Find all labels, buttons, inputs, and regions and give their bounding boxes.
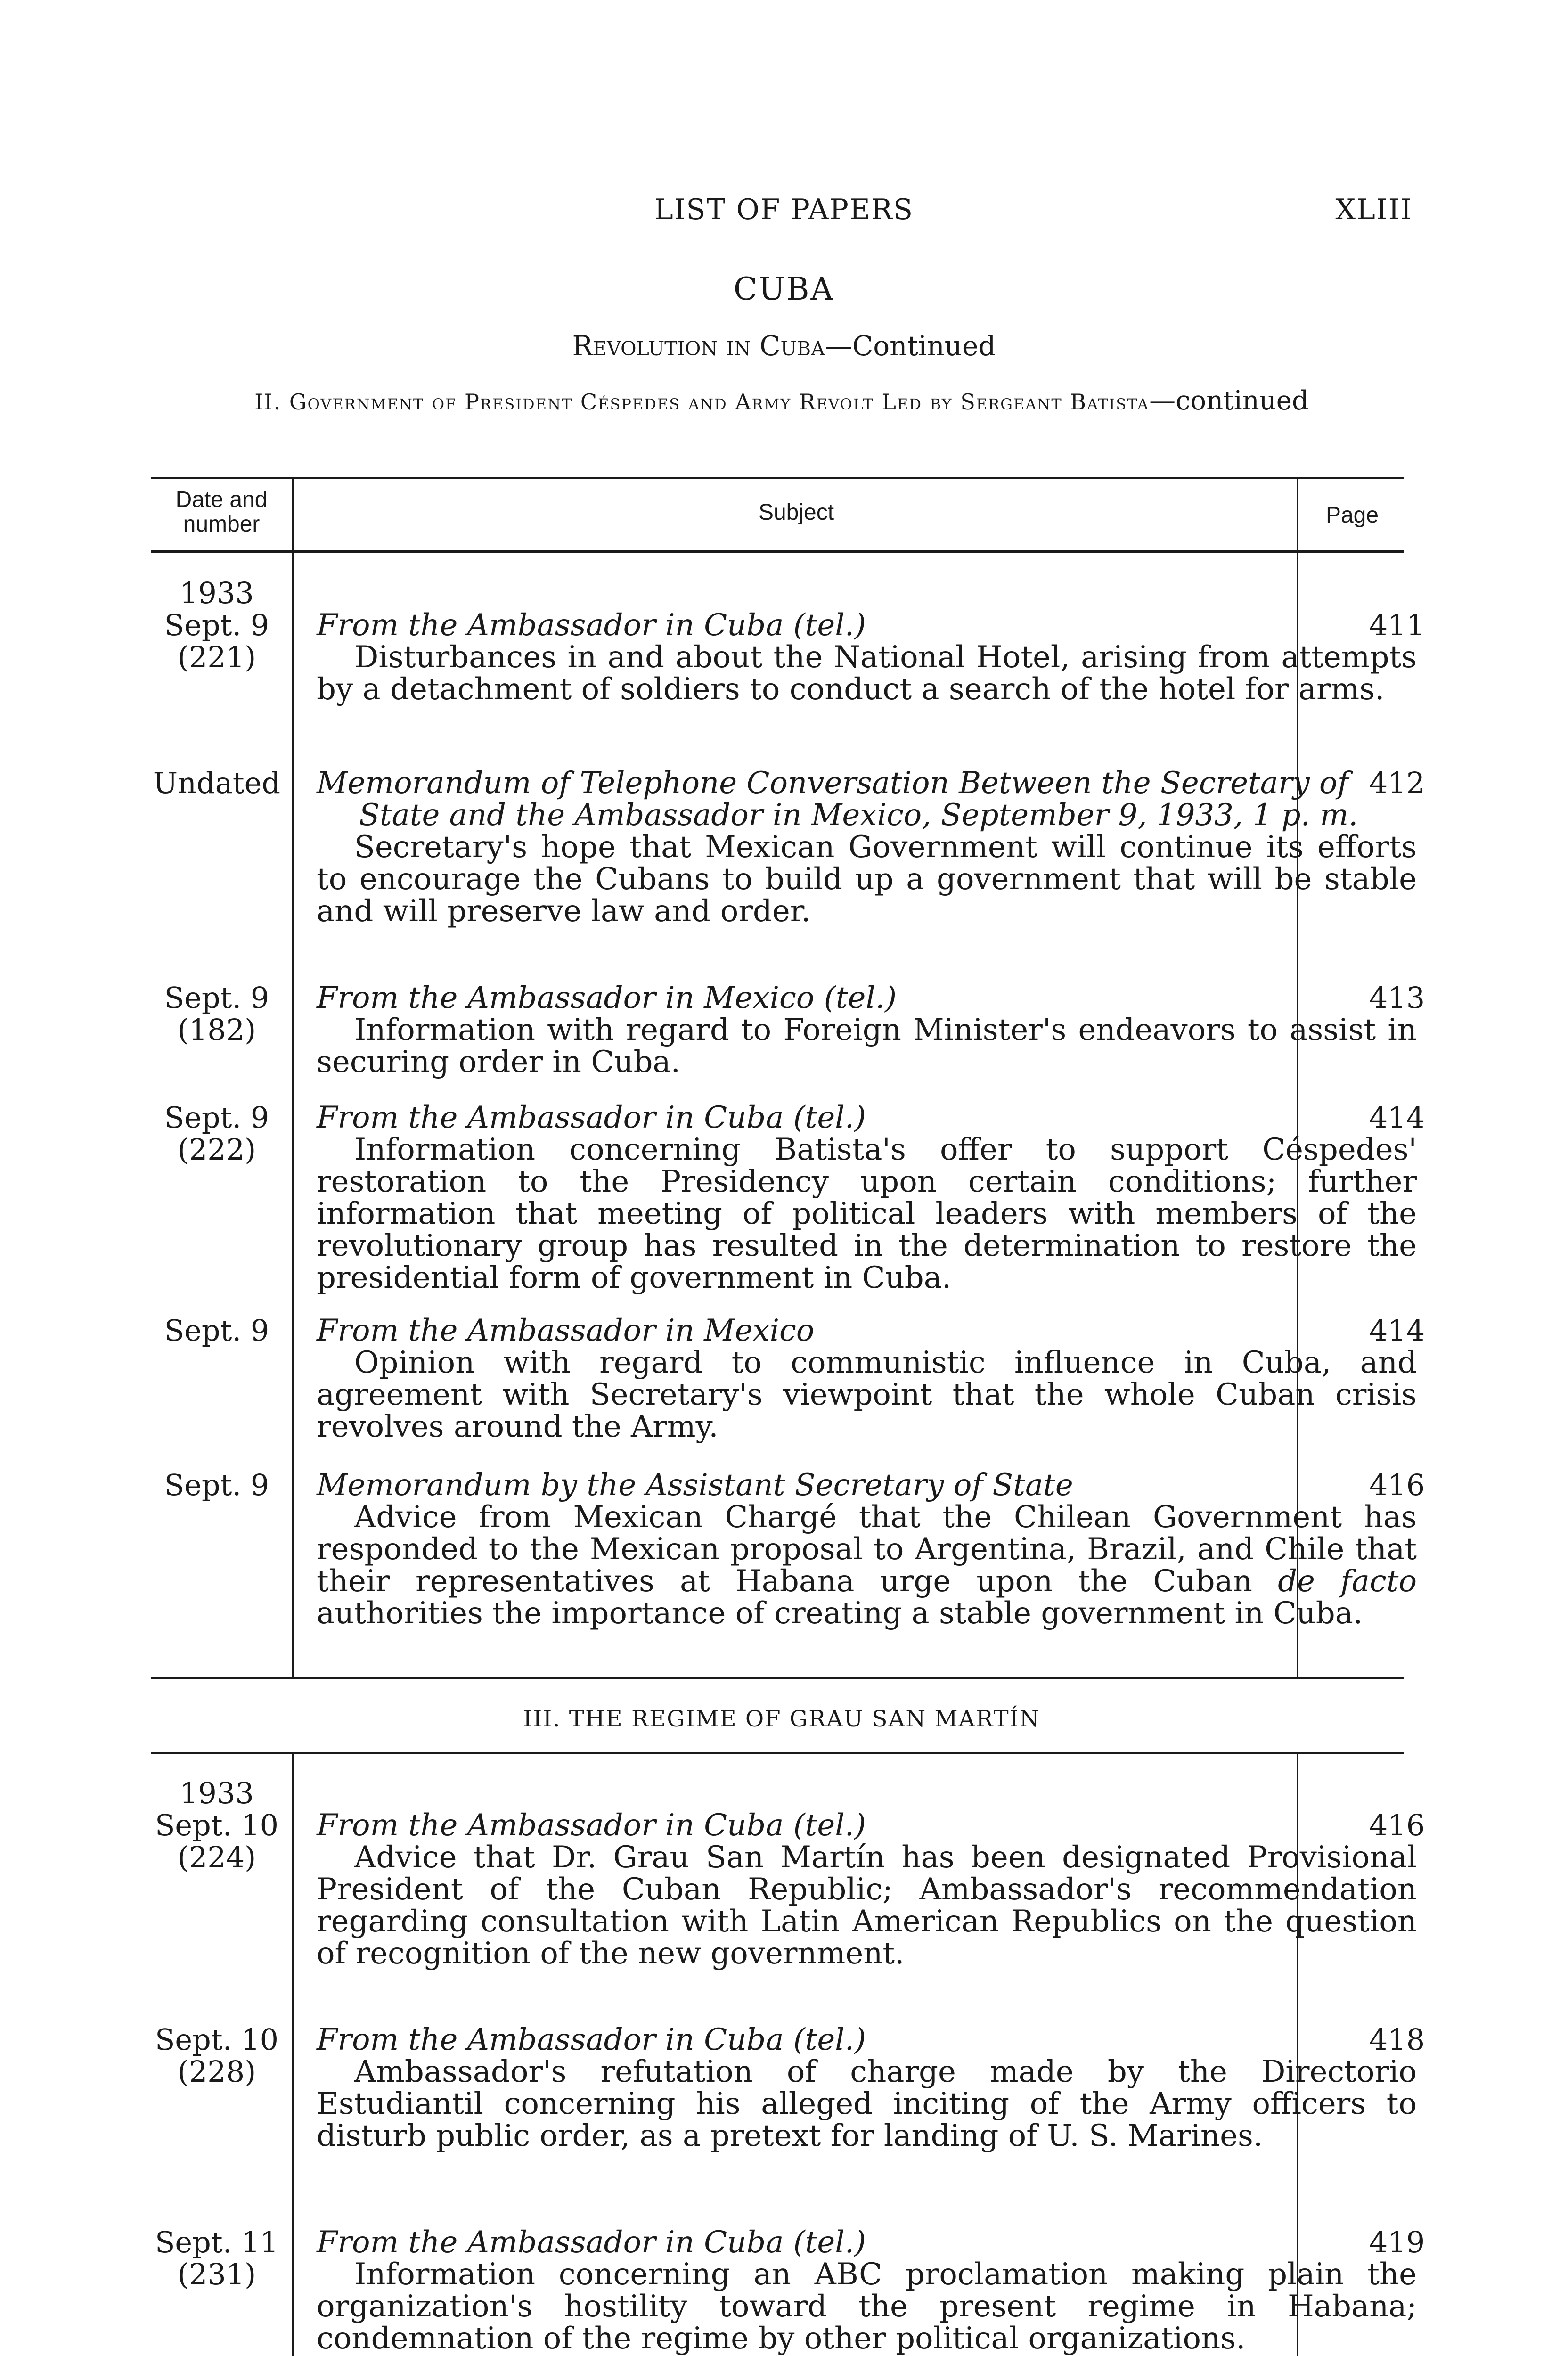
entry-description: Information with regard to Foreign Minister's endeavors to assist in securing order in Cuba. xyxy=(317,1013,1417,1080)
entry-page: 414 xyxy=(1369,1313,1425,1348)
entry-description: Ambassador's refutation of charge made by the Directorio Estudiantil concerning his alleged inciting of the Army officers to disturb public order, as a pretext for landing of U. S. Marines. xyxy=(317,2054,1417,2153)
entry-description: Information concerning an ABC proclamation making plain the organization's hostility toward the present regime in Habana; condemnation of the regime by other political organizations. xyxy=(317,2257,1417,2356)
running-head xyxy=(155,193,1413,231)
entry-subject xyxy=(317,2226,1417,2355)
entry-description: Information concerning Batista's offer to support Céspedes' restoration to the Presidency upon certain conditions; further information that meeting of political leaders with members of the revolutionary group has resulted in the determination to restore the presidential form of government in Cuba. xyxy=(317,1132,1417,1295)
entry-date: Sept. 9 (182) xyxy=(164,981,270,1047)
country-heading: CUBA xyxy=(733,271,835,307)
table-top-rule xyxy=(151,477,1404,479)
column-header-page: Page xyxy=(1325,503,1379,528)
entry-source: From the Ambassador in Cuba (tel.) xyxy=(317,2225,866,2260)
entry-source: Memorandum by the Assistant Secretary of State xyxy=(317,1468,1073,1503)
header-bottom-rule xyxy=(151,550,1404,553)
section-end-rule xyxy=(151,1677,1404,1679)
section-2-numeral: II. xyxy=(254,389,289,415)
section-2-title: Government of President Céspedes and Army Revolt Led by Sergeant Batista xyxy=(289,389,1150,415)
description-text: Advice from Mexican Chargé that the Chilean Government has responded to the Mexican proposal to Argentina, Brazil, and Chile that their representatives at Habana urge upon the Cuban xyxy=(317,1500,1417,1599)
column-divider xyxy=(292,477,294,1677)
entry-subject xyxy=(317,767,1417,927)
description-text: authorities the importance of creating a stable government in Cuba. xyxy=(317,1596,1363,1631)
entry-page: 416 xyxy=(1369,1808,1425,1842)
entry-page: 412 xyxy=(1369,766,1425,800)
section-2-heading xyxy=(151,384,1413,419)
entry-page: 414 xyxy=(1369,1100,1425,1135)
description-italic: de facto xyxy=(1278,1564,1417,1599)
entry-source: From the Ambassador in Mexico xyxy=(317,1313,815,1348)
entry-subject xyxy=(317,982,1417,1078)
entry-subject xyxy=(317,1102,1417,1294)
page-number: XLIII xyxy=(1335,193,1413,226)
entry-date: Sept. 10 (228) xyxy=(155,2022,279,2089)
entry-page: 418 xyxy=(1369,2022,1425,2057)
entry-description: Advice that Dr. Grau San Martín has been designated Provisional President of the Cuban Republic; Ambassador's recommendation regarding consultation with Latin American Republics on the question of recognition of the new government. xyxy=(317,1840,1417,1971)
entry-page: 413 xyxy=(1369,981,1425,1015)
entry-subject xyxy=(317,1469,1417,1629)
entry-source: From the Ambassador in Cuba (tel.) xyxy=(317,2022,866,2057)
column-header-date: Date and number xyxy=(175,487,268,537)
entry-subject xyxy=(317,2024,1417,2152)
entry-date: Sept. 9 (222) xyxy=(164,1100,270,1167)
running-title: LIST OF PAPERS xyxy=(654,193,914,226)
entry-description xyxy=(317,1501,1417,1629)
section-3-heading: III. THE REGIME OF GRAU SAN MARTÍN xyxy=(523,1706,1040,1732)
section-3-top-rule xyxy=(151,1752,1404,1754)
entry-source: From the Ambassador in Cuba (tel.) xyxy=(317,1808,866,1843)
entry-page: 416 xyxy=(1369,1468,1425,1502)
column-header-subject: Subject xyxy=(758,500,834,525)
entry-subject xyxy=(317,1809,1417,1970)
chapter-heading-suffix: —Continued xyxy=(825,330,996,362)
entry-description: Opinion with regard to communistic influence in Cuba, and agreement with Secretary's viewpoint that the whole Cuban crisis revolves around the Army. xyxy=(317,1345,1417,1444)
column-divider xyxy=(292,1752,294,2356)
entry-date: Sept. 9 xyxy=(164,1313,270,1348)
chapter-heading xyxy=(0,330,1568,362)
entry-source: From the Ambassador in Mexico (tel.) xyxy=(317,981,897,1015)
entry-date: 1933 Sept. 9 (221) xyxy=(164,576,270,674)
entry-subject xyxy=(317,1315,1417,1443)
entry-description: Disturbances in and about the National Hotel, arising from attempts by a detachment of soldiers to conduct a search of the hotel for arms. xyxy=(317,640,1417,707)
entry-date: Sept. 11 (231) xyxy=(155,2225,279,2291)
entry-page: 419 xyxy=(1369,2225,1425,2259)
section-2-suffix: —continued xyxy=(1149,385,1309,416)
entry-source: From the Ambassador in Cuba (tel.) xyxy=(317,1100,866,1135)
entry-source: Memorandum of Telephone Conversation Between the Secretary of State and the Ambassador in Mexico, September 9, 1933, 1 p. m. xyxy=(317,766,1358,833)
entry-source: From the Ambassador in Cuba (tel.) xyxy=(317,608,866,643)
entry-date: 1933 Sept. 10 (224) xyxy=(155,1776,279,1874)
entry-description: Secretary's hope that Mexican Government will continue its efforts to encourage the Cubans to build up a government that will be stable and will preserve law and order. xyxy=(317,830,1417,929)
entry-date: Undated xyxy=(153,766,281,800)
chapter-heading-main: Revolution in Cuba xyxy=(572,330,825,362)
entry-subject xyxy=(317,609,1417,705)
entry-page: 411 xyxy=(1369,608,1425,642)
entry-date: Sept. 9 xyxy=(164,1468,270,1502)
